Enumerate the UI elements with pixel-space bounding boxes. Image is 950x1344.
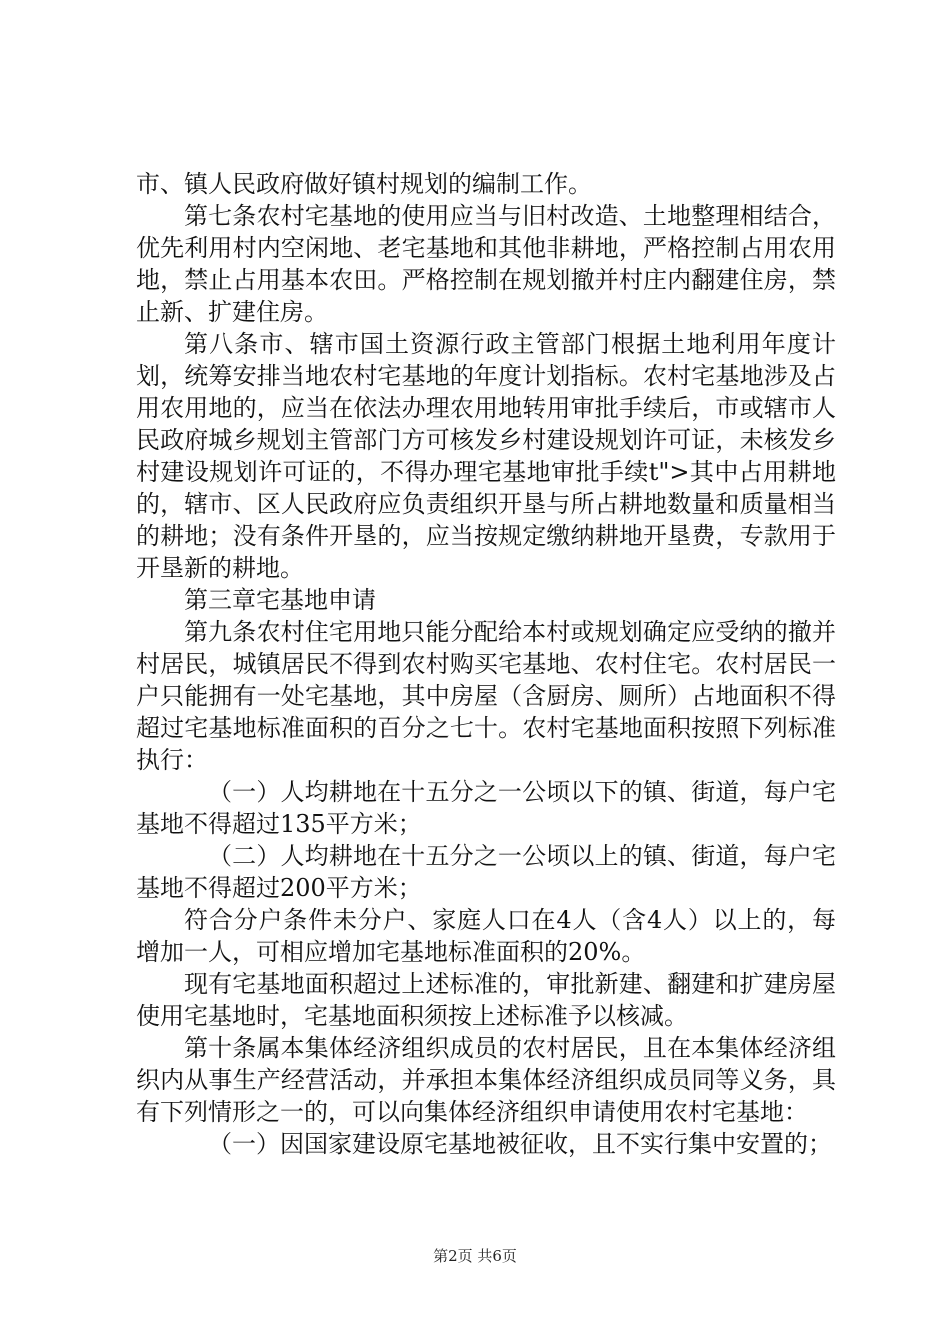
paragraph-article-10: 第十条属本集体经济组织成员的农村居民，且在本集体经济组织内从事生产经营活动，并承担本集体经济组织成员同等义务，具有下列情形之一的，可以向集体经济组织申请使用农村宅基地： [136, 1034, 836, 1126]
paragraph-item-2: （二）人均耕地在十五分之一公顷以上的镇、街道，每户宅基地不得超过200平方米； [136, 842, 836, 902]
paragraph-article-9: 第九条农村住宅用地只能分配给本村或规划确定应受纳的撤并村居民，城镇居民不得到农村购买宅基地、农村住宅。农村居民一户只能拥有一处宅基地，其中房屋（含厨房、厕所）占地面积不得超过宅基地标准面积的百分之七十。农村宅基地面积按照下列标准执行： [136, 618, 836, 774]
paragraph-item-1: （一）人均耕地在十五分之一公顷以下的镇、街道，每户宅基地不得超过135平方米； [136, 778, 836, 838]
paragraph-area-reduction: 现有宅基地面积超过上述标准的，审批新建、翻建和扩建房屋使用宅基地时，宅基地面积须按上述标准予以核减。 [136, 970, 836, 1030]
paragraph-household-increase: 符合分户条件未分户、家庭人口在4人（含4人）以上的，每增加一人，可相应增加宅基地标准面积的20%。 [136, 906, 836, 966]
paragraph-article-10-item-1: （一）因国家建设原宅基地被征收，且不实行集中安置的； [208, 1130, 832, 1158]
paragraph-article-8: 第八条市、辖市国土资源行政主管部门根据土地利用年度计划，统筹安排当地农村宅基地的年度计划指标。农村宅基地涉及占用农用地的，应当在依法办理农用地转用审批手续后，市或辖市人民政府城乡规划主管部门方可核发乡村建设规划许可证，未核发乡村建设规划许可证的，不得办理宅基地审批手续t">其中占用耕地的，辖市、区人民政府应负责组织开垦与所占耕地数量和质量相当的耕地；没有条件开垦的，应当按规定缴纳耕地开垦费，专款用于开垦新的耕地。 [136, 330, 836, 582]
page-number-label: 第2页 共6页 [433, 1247, 517, 1265]
page-footer [0, 1245, 950, 1266]
paragraph-article-7: 第七条农村宅基地的使用应当与旧村改造、土地整理相结合，优先利用村内空闲地、老宅基地和其他非耕地，严格控制占用农用地，禁止占用基本农田。严格控制在规划撤并村庄内翻建住房，禁止新、扩建住房。 [136, 202, 836, 326]
document-body [136, 168, 836, 1160]
chapter-heading-3: 第三章宅基地申请 [184, 586, 376, 614]
paragraph-continuation: 市、镇人民政府做好镇村规划的编制工作。 [136, 170, 592, 198]
